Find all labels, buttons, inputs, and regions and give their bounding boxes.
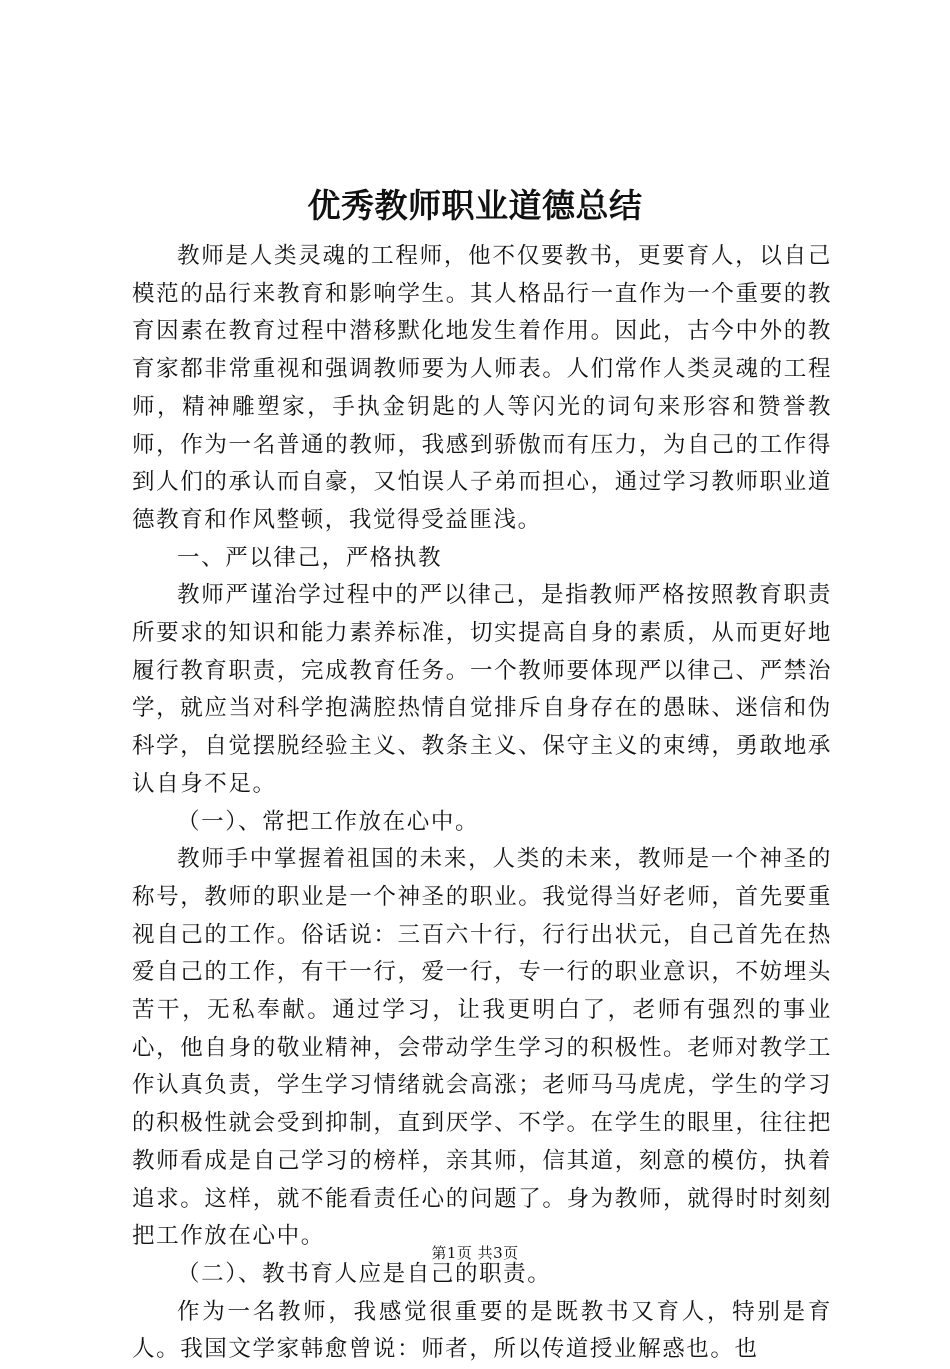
document-body xyxy=(132,238,832,1369)
page-footer: 第1页 共3页 xyxy=(431,1244,519,1262)
paragraph-section-1: 教师严谨治学过程中的严以律己，是指教师严格按照教育职责所要求的知识和能力素养标准，切实提高自身的素质，从而更好地履行教育职责，完成教育任务。一个教师要体现严以律己、严禁治学，就应当对科学抱满腔热情自觉排斥自身存在的愚昧、迷信和伪科学，自觉摆脱经验主义、教条主义、保守主义的束缚，勇敢地承认自身不足。 xyxy=(132,582,832,797)
paragraph-intro: 教师是人类灵魂的工程师，他不仅要教书，更要育人，以自己模范的品行来教育和影响学生。其人格品行一直作为一个重要的教育因素在教育过程中潜移默化地发生着作用。因此，古今中外的教育家都非常重视和强调教师要为人师表。人们常作人类灵魂的工程师，精神雕塑家，手执金钥匙的人等闪光的词句来形容和赞誉教师，作为一名普通的教师，我感到骄傲而有压力，为自己的工作得到人们的承认而自豪，又怕误人子弟而担心，通过学习教师职业道德教育和作风整顿，我觉得受益匪浅。 xyxy=(132,243,832,533)
paragraph-subsection-2: 作为一名教师，我感觉很重要的是既教书又育人，特别是育人。我国文学家韩愈曾说：师者，所以传道授业解惑也。也 xyxy=(132,1298,832,1363)
subsection-heading-2: （二）、教书育人应是自己的职责。 xyxy=(177,1260,552,1287)
subsection-heading-1: （一）、常把工作放在心中。 xyxy=(177,808,480,835)
paragraph-subsection-1: 教师手中掌握着祖国的未来，人类的未来，教师是一个神圣的称号，教师的职业是一个神圣的职业。我觉得当好老师，首先要重视自己的工作。俗话说：三百六十行，行行出状元，自己首先在热爱自己的工作，有干一行，爱一行，专一行的职业意识，不妨埋头苦干，无私奉献。通过学习，让我更明白了，老师有强烈的事业心，他自身的敬业精神，会带动学生学习的积极性。老师对教学工作认真负责，学生学习情绪就会高涨；老师马马虎虎，学生的学习的积极性就会受到抑制，直到厌学、不学。在学生的眼里，往往把教师看成是自己学习的榜样，亲其师，信其道，刻意的模仿，执着追求。这样，就不能看责任心的问题了。身为教师，就得时时刻刻把工作放在心中。 xyxy=(132,846,832,1250)
document-title: 优秀教师职业道德总结 xyxy=(307,186,643,225)
section-heading-1: 一、严以律己，严格执教 xyxy=(177,544,443,571)
